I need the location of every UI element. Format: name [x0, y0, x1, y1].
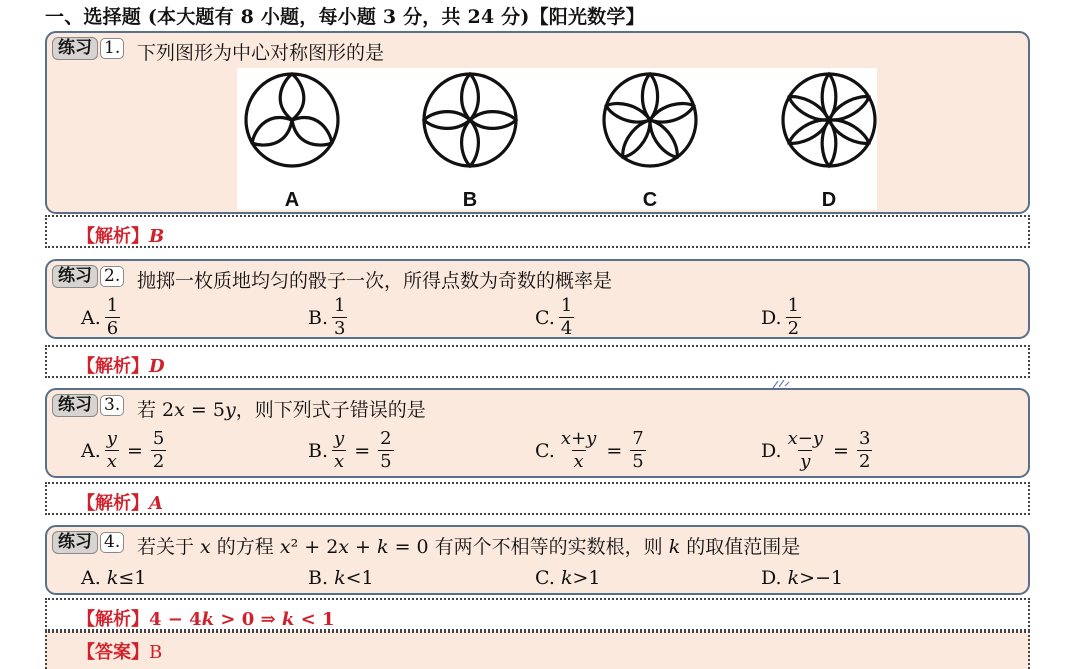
- option-b[interactable]: [308, 297, 351, 338]
- option-letter: A.: [81, 567, 101, 589]
- option-letter: B.: [308, 306, 329, 329]
- question-4-box: [45, 525, 1030, 595]
- fraction: $\frac{1}{3}$: [334, 295, 346, 339]
- equals-sign: =: [606, 439, 623, 462]
- option-letter: D.: [761, 567, 782, 589]
- question-4-analysis: [45, 598, 1030, 631]
- option-letter: D.: [761, 439, 782, 462]
- option-a[interactable]: [81, 430, 170, 471]
- option-b[interactable]: [308, 567, 374, 589]
- option-rel: <1: [345, 567, 374, 589]
- fraction-right: $\frac{3}{2}$: [858, 428, 871, 472]
- question-number: 1.: [100, 38, 124, 59]
- option-rel: ≤1: [118, 567, 147, 589]
- option-letter: A.: [81, 306, 101, 329]
- option-letter: C.: [535, 439, 555, 462]
- option-rel: >1: [572, 567, 601, 589]
- question-1-analysis: [45, 215, 1030, 248]
- fraction-left: $\frac{x-y}{y}$: [787, 428, 824, 472]
- figure-label-c: C: [642, 189, 658, 210]
- question-2-box: [45, 259, 1030, 339]
- analysis-label: 【解析】: [77, 356, 149, 377]
- option-d[interactable]: [761, 567, 843, 589]
- equals-sign: =: [833, 439, 849, 462]
- option-c[interactable]: [535, 430, 650, 471]
- option-b[interactable]: [308, 430, 398, 471]
- option-letter: C.: [535, 567, 555, 589]
- six-petal-circle-icon: [783, 74, 875, 166]
- question-3-box: [45, 388, 1030, 478]
- analysis-value: A: [149, 493, 163, 514]
- fraction-left: $\frac{y}{x}$: [106, 428, 117, 472]
- option-var: k: [787, 567, 800, 589]
- figure-svg: [237, 68, 877, 210]
- analysis-label: 【解析】: [77, 493, 149, 514]
- fraction-right: $\frac{2}{5}$: [380, 428, 392, 472]
- option-c[interactable]: [535, 297, 578, 338]
- question-4-tag: [52, 531, 124, 554]
- question-number: 4.: [100, 532, 124, 553]
- analysis-label: 【解析】: [77, 226, 149, 247]
- question-number: 2.: [100, 266, 124, 287]
- equals-sign: =: [354, 439, 371, 462]
- fraction-right: $\frac{5}{2}$: [152, 428, 165, 472]
- analysis-label: 【解析】: [77, 609, 149, 630]
- fraction-left: $\frac{x+y}{x}$: [560, 428, 597, 472]
- option-a[interactable]: [81, 567, 146, 589]
- fraction: $\frac{1}{2}$: [787, 295, 800, 339]
- five-petal-circle-icon: [604, 74, 696, 166]
- four-petal-circle-icon: [424, 74, 516, 166]
- practice-badge: 练习: [52, 265, 98, 288]
- question-4-stem: 若关于 x 的方程 x² + 2x + k = 0 有两个不相等的实数根，则 k 的取值范围是: [137, 536, 801, 558]
- question-number: 3.: [100, 395, 124, 416]
- option-var: k: [560, 567, 573, 589]
- fraction-left: $\frac{y}{x}$: [334, 428, 345, 472]
- option-var: k: [334, 567, 346, 589]
- question-3-stem: 若 2x = 5y，则下列式子错误的是: [137, 399, 426, 421]
- figure-label-a: A: [284, 189, 300, 210]
- question-2-tag: [52, 265, 124, 288]
- question-4-answer: [45, 631, 1030, 669]
- question-1-box: [45, 31, 1030, 214]
- option-letter: C.: [535, 306, 555, 329]
- analysis-value: 4 − 4k > 0 ⇒ k < 1: [149, 609, 335, 630]
- question-3-analysis: [45, 482, 1030, 515]
- fraction: $\frac{1}{4}$: [560, 295, 573, 339]
- equals-sign: =: [126, 439, 143, 462]
- practice-badge: 练习: [52, 394, 98, 417]
- analysis-value: D: [149, 356, 165, 377]
- fraction: $\frac{1}{6}$: [106, 295, 119, 339]
- answer-value: B: [149, 642, 163, 663]
- option-rel: >−1: [799, 567, 844, 589]
- question-1-tag: [52, 37, 124, 60]
- option-letter: B.: [308, 567, 329, 589]
- option-c[interactable]: [535, 567, 600, 589]
- option-letter: B.: [308, 439, 329, 462]
- figure-label-b: B: [462, 189, 478, 210]
- figure-label-d: D: [821, 189, 837, 210]
- option-letter: D.: [761, 306, 782, 329]
- option-d[interactable]: [761, 297, 805, 338]
- question-1-figure: [237, 68, 877, 210]
- question-2-analysis: [45, 345, 1030, 378]
- three-petal-circle-icon: [246, 74, 338, 166]
- question-2-stem: 抛掷一枚质地均匀的骰子一次，所得点数为奇数的概率是: [137, 270, 613, 292]
- fraction-right: $\frac{7}{5}$: [632, 428, 644, 472]
- option-var: k: [106, 567, 119, 589]
- practice-badge: 练习: [52, 37, 98, 60]
- analysis-value: B: [149, 226, 165, 247]
- option-a[interactable]: [81, 297, 124, 338]
- question-3-tag: [52, 394, 124, 417]
- option-letter: A.: [81, 439, 101, 462]
- answer-label: 【答案】: [77, 642, 149, 663]
- section-title: 一、选择题 (本大题有 8 小题，每小题 3 分，共 24 分)【阳光数学】: [45, 6, 645, 28]
- option-d[interactable]: [761, 430, 876, 471]
- question-1-stem: 下列图形为中心对称图形的是: [137, 42, 385, 64]
- practice-badge: 练习: [52, 531, 98, 554]
